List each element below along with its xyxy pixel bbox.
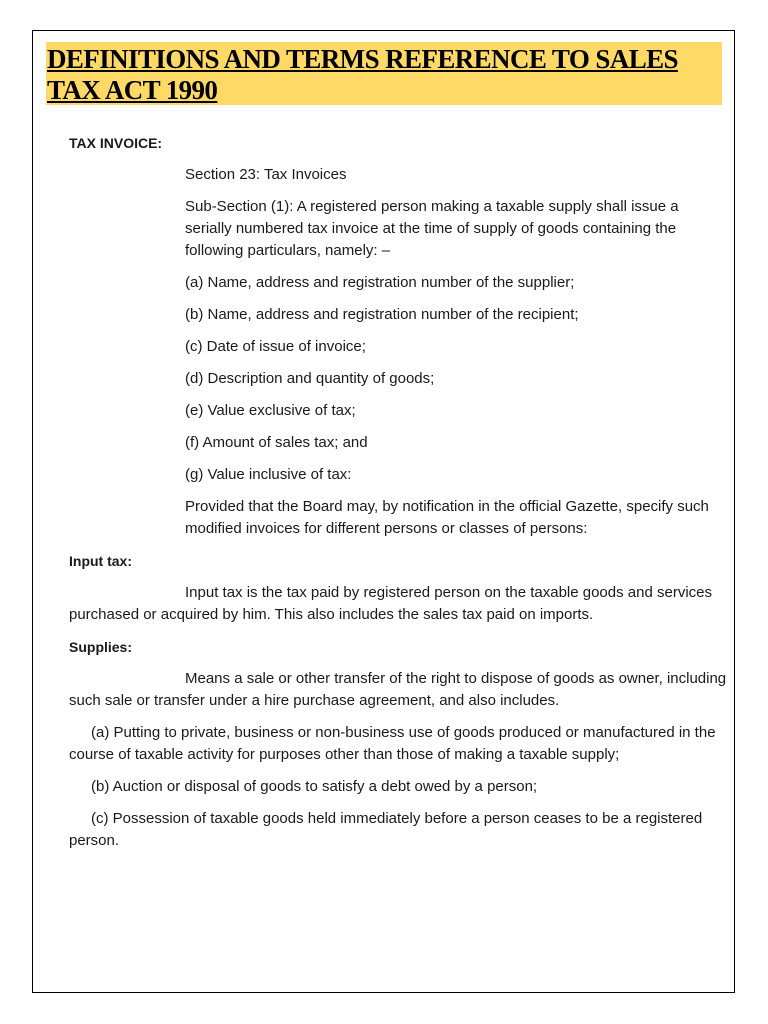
supplies-text: Means a sale or other transfer of the right to dispose of goods as owner, including such sale or transfer under a hire purchase agreement, and also includes.	[69, 670, 727, 709]
supplies-heading: Supplies:	[69, 639, 133, 655]
document-body	[69, 132, 727, 862]
input-tax-heading: Input tax:	[69, 553, 132, 569]
list-item: (f) Amount of sales tax; and	[185, 434, 368, 451]
document-title: DEFINITIONS AND TERMS REFERENCE TO SALES TAX ACT 1990	[47, 44, 678, 105]
list-item: (d) Description and quantity of goods;	[185, 370, 435, 387]
list-item: (b) Name, address and registration number of the recipient;	[185, 306, 579, 323]
list-item: (g) Value inclusive of tax:	[185, 466, 352, 483]
section-title: Section 23: Tax Invoices	[185, 166, 347, 183]
list-item: (a) Name, address and registration number of the supplier;	[185, 274, 575, 291]
tax-invoice-heading: TAX INVOICE:	[69, 135, 163, 151]
list-item: (c) Possession of taxable goods held immediately before a person ceases to be a registered person.	[69, 810, 703, 849]
list-item: (b) Auction or disposal of goods to satisfy a debt owed by a person;	[91, 778, 538, 795]
list-item: (e) Value exclusive of tax;	[185, 402, 356, 419]
tax-invoice-block	[69, 164, 727, 540]
input-tax-text: Input tax is the tax paid by registered person on the taxable goods and services purchased or acquired by him. This also includes the sales tax paid on imports.	[69, 584, 712, 623]
proviso-text: Provided that the Board may, by notification in the official Gazette, specify such modified invoices for different persons or classes of persons:	[185, 498, 709, 537]
list-item: (c) Date of issue of invoice;	[185, 338, 366, 355]
list-item: (a) Putting to private, business or non-business use of goods produced or manufactured in the course of taxable activity for purposes other than those of making a taxable supply;	[69, 724, 716, 763]
subsection-text: Sub-Section (1): A registered person making a taxable supply shall issue a serially numbered tax invoice at the time of supply of goods containing the following particulars, namely: –	[185, 198, 679, 259]
